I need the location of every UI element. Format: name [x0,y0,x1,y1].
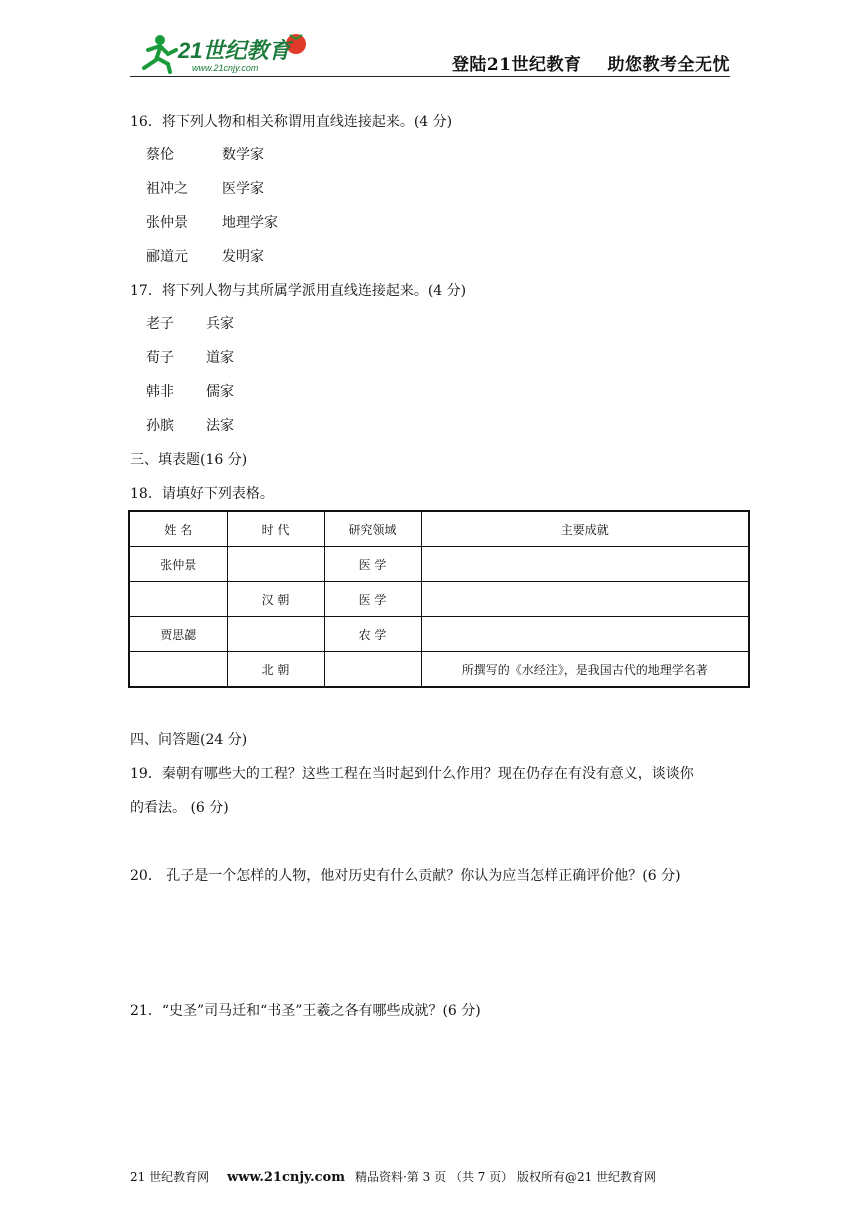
logo [130,30,320,74]
cell-achievement[interactable] [421,547,749,582]
q21-text: 21．“史圣”司马迁和“书圣”王羲之各有哪些成就？(6 分) [130,1003,481,1019]
q16-person: 张仲景 [146,215,188,231]
q17-title: 17．将下列人物与其所属学派用直线连接起来。(4 分) [130,283,467,299]
table-row [129,652,749,688]
cell-field[interactable] [324,652,421,688]
cell-achievement[interactable] [421,582,749,617]
q20-text: 20． 孔子是一个怎样的人物，他对历史有什么贡献？你认为应当怎样正确评价他？(6 分) [130,868,681,884]
table-row [129,582,749,617]
cell-field: 农 学 [324,617,421,652]
q17-person: 荀子 [146,350,174,366]
cell-name[interactable] [129,652,227,688]
q16-title-term: 数学家 [222,147,264,163]
q16-title: 16．将下列人物和相关称谓用直线连接起来。(4 分) [130,114,453,130]
table-row [129,547,749,582]
q16-title-term: 医学家 [222,181,264,197]
q19-line-2: 的看法。 (6 分) [130,800,229,816]
cell-name[interactable] [129,582,227,617]
footer-url[interactable]: www.21cnjy.com [227,1170,345,1185]
q17-school: 儒家 [206,384,234,400]
q17-school: 法家 [206,418,234,434]
q17-person: 老子 [146,316,174,332]
cell-field: 医 学 [324,582,421,617]
q19-line-1: 19．秦朝有哪些大的工程？这些工程在当时起到什么作用？现在仍存在有没有意义，谈谈你 [130,766,694,782]
cell-name: 贾思勰 [129,617,227,652]
cell-era: 汉 朝 [227,582,324,617]
q17-person: 孙膑 [146,418,174,434]
logo-text: 21世纪教育 [178,38,291,63]
section-3-heading: 三、填表题(16 分) [130,452,248,468]
q18-table [128,510,750,688]
table-header-row [129,511,749,547]
cell-era[interactable] [227,547,324,582]
table-row [129,617,749,652]
q17-school: 道家 [206,350,234,366]
footer-site: 21 世纪教育网 [130,1170,210,1184]
header-name: 姓 名 [129,511,227,547]
section-4-heading: 四、问答题(24 分) [130,732,248,748]
page-footer [130,1168,656,1185]
q18-title: 18．请填好下列表格。 [130,486,274,502]
slogan-1: 登陆21世纪教育 [451,55,582,75]
q16-person: 蔡伦 [146,147,174,163]
cell-era: 北 朝 [227,652,324,688]
slogan [426,50,730,75]
q17-school: 兵家 [206,316,234,332]
cell-field: 医 学 [324,547,421,582]
cell-era[interactable] [227,617,324,652]
q16-title-term: 地理学家 [222,215,278,231]
page-header [130,28,730,77]
cell-name: 张仲景 [129,547,227,582]
cell-achievement: 所撰写的《水经注》，是我国古代的地理学名著 [421,652,749,688]
runner-icon [144,35,176,72]
header-era: 时 代 [227,511,324,547]
header-achievement: 主要成就 [421,511,749,547]
q16-person: 祖冲之 [146,181,188,197]
q17-person: 韩非 [146,384,174,400]
footer-info: 精品资料·第 3 页 （共 7 页） 版权所有@21 世纪教育网 [354,1170,657,1184]
q16-person: 郦道元 [146,249,188,265]
logo-url: www.21cnjy.com [192,63,259,73]
header-field: 研究领域 [324,511,421,547]
q16-title-term: 发明家 [222,249,264,265]
slogan-2: 助您教考全无忧 [607,55,730,75]
cell-achievement[interactable] [421,617,749,652]
